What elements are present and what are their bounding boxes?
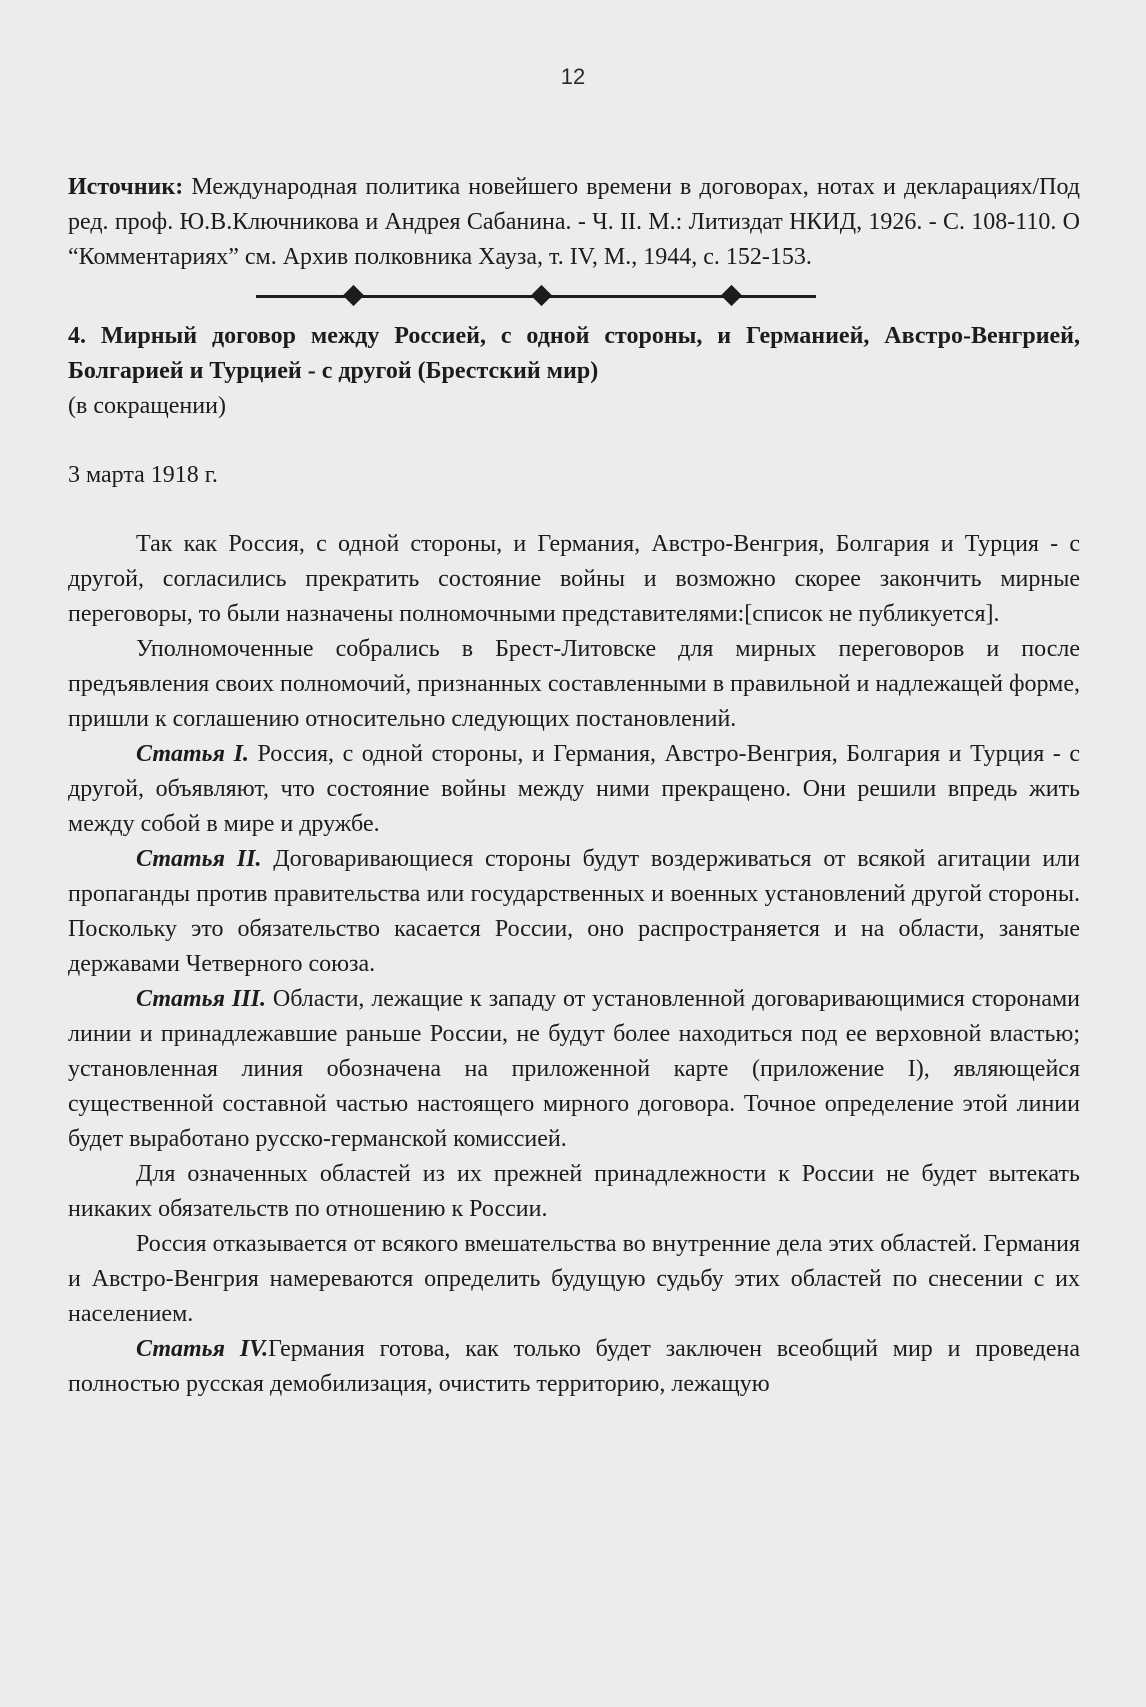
article-text: Договаривающиеся стороны будут воздерживаться от всякой агитации или пропаганды против правительства или государственных и военных установлений другой стороны. Поскольку это обязательство касается России, оно распространяется и на области, занятые державами Четверного союза. (68, 846, 1080, 977)
treaty-subheading: (в сокращении) (68, 393, 226, 419)
preamble-paragraph: Уполномоченные собрались в Брест-Литовске для мирных переговоров и после предъявления своих полномочий, признанных составленными в правильной и надлежащей форме, пришли к соглашению относительно следующих постановлений. (68, 636, 1080, 732)
article-4 (68, 1332, 1080, 1402)
article-text: Россия, с одной стороны, и Германия, Австро-Венгрия, Болгария и Турция - с другой, объявляют, что состояние войны между ними прекращено. Они решили впредь жить между собой в мире и дружбе. (68, 741, 1081, 837)
source-label: Источник: (68, 174, 184, 200)
ornamental-divider (256, 283, 816, 309)
article-1 (68, 737, 1080, 842)
body-paragraph: Россия отказывается от всякого вмешательства во внутренние дела этих областей. Германия и Австро-Венгрия намереваются определить будущую судьбу этих областей по снесении с их населением. (68, 1231, 1080, 1327)
article-2 (68, 842, 1080, 982)
article-text: Области, лежащие к западу от установленной договаривающимися сторонами линии и принадлежавшие раньше России, не будут более находиться под ее верховной властью; установленная линия обозначена на приложенной карте (приложение I), являющейся существенной составной частью настоящего мирного договора. Точное определение этой линии будет выработано русско-германской комиссией. (68, 986, 1080, 1152)
preamble-paragraph: Так как Россия, с одной стороны, и Германия, Австро-Венгрия, Болгария и Турция - с другой, согласились прекратить состояние войны и возможно скорее закончить мирные переговоры, то были назначены полномочными представителями:[список не публикуется]. (68, 531, 1080, 627)
article-label: Статья III. (136, 986, 266, 1012)
article-label: Статья IV. (136, 1336, 269, 1362)
divider-diamond (721, 285, 742, 306)
page-content (68, 170, 1080, 1402)
divider-diamond (531, 285, 552, 306)
article-label: Статья II. (136, 846, 262, 872)
source-citation (68, 170, 1080, 275)
article-text: Германия готова, как только будет заключен всеобщий мир и проведена полностью русская демобилизация, очистить территорию, лежащую (68, 1336, 1080, 1397)
page-number: 12 (560, 64, 586, 89)
divider-diamond (343, 285, 364, 306)
article-label: Статья I. (136, 741, 249, 767)
body-paragraph: Для означенных областей из их прежней принадлежности к России не будет вытекать никаких обязательств по отношению к России. (68, 1161, 1080, 1222)
treaty-heading: 4. Мирный договор между Россией, с одной стороны, и Германией, Австро-Венгрией, Болгарией и Турцией - с другой (Брестский мир) (68, 323, 1080, 384)
treaty-date: 3 марта 1918 г. (68, 462, 218, 488)
source-text: Международная политика новейшего времени в договорах, нотах и декларациях/Под ред. проф. Ю.В.Ключникова и Андрея Сабанина. - Ч. II. М.: Литиздат НКИД, 1926. - С. 108-110. О “Комментариях” см. Архив полковника Хауза, т. IV, М., 1944, с. 152-153. (68, 174, 1080, 270)
article-3 (68, 982, 1080, 1157)
